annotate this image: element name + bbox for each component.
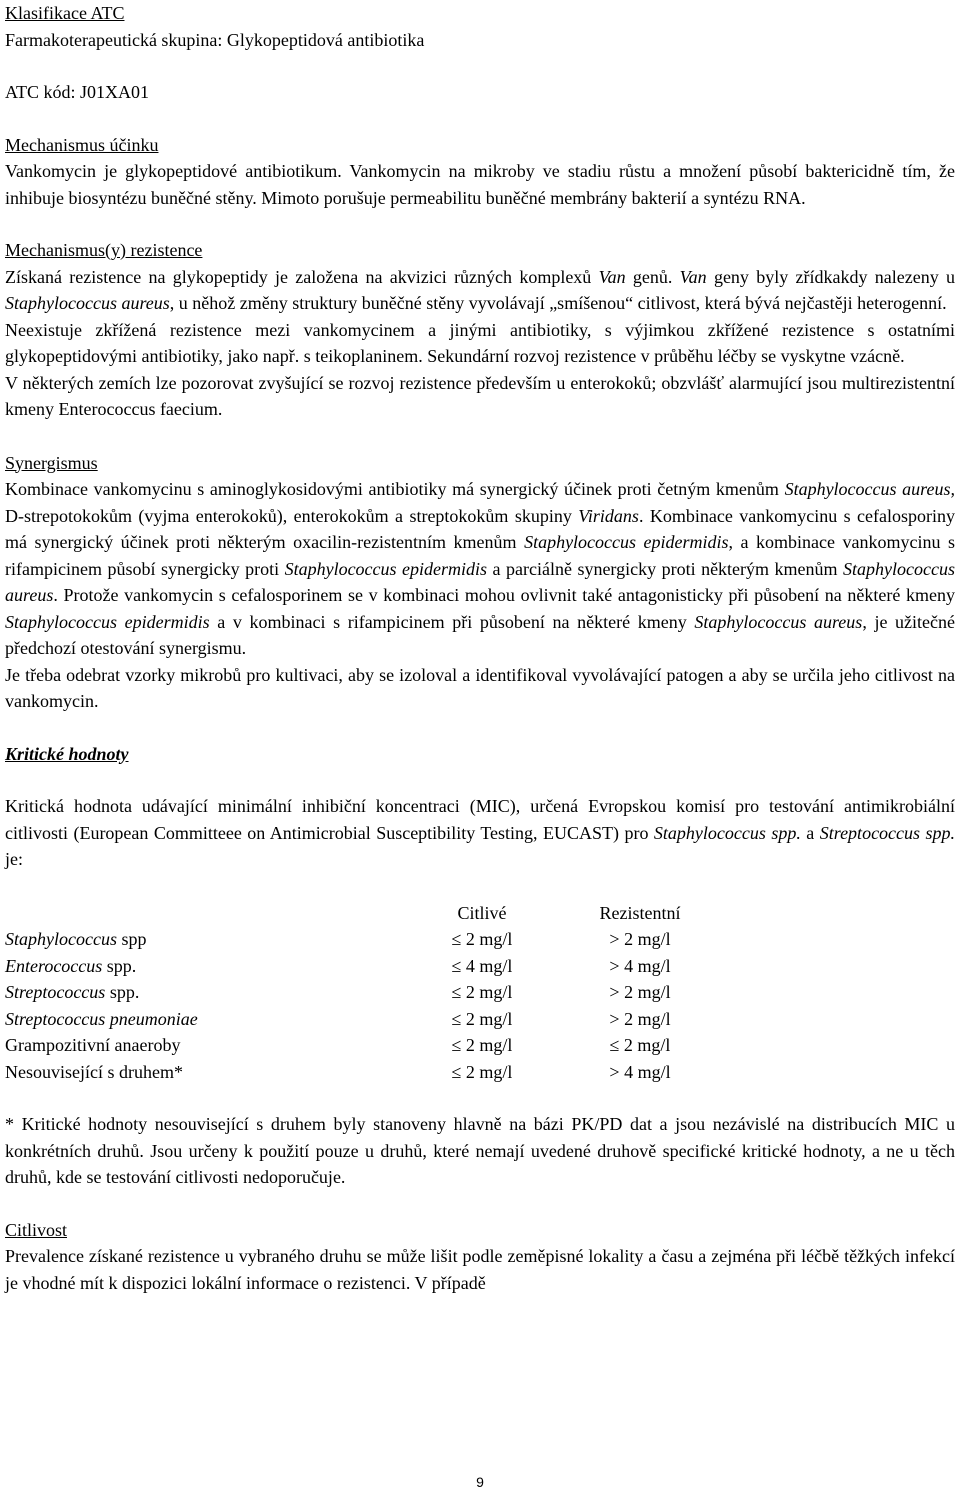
synergism-paragraph-1: Kombinace vankomycinu s aminoglykosidovými antibiotiky má synergický účinek proti četným kmenům Staphylococcus aureus, D-strepotokokům (vyjma enterokoků), enterokokům a streptokokům skupiny Viridans. Kombinace vankomycinu s cefalosporiny má synergický účinek proti některým oxacilin-rezistentním kmenům Staphylococcus epidermidis, a kombinace vankomycinu s rifampicinem působí synergicky proti Staphylococcus epidermidis a parciálně synergicky proti některým kmenům Staphylococcus aureus. Protože vankomycin s cefalosporinem se v kombinaci mohou ovlivnit také antagonisticky při působení na některé kmeny Staphylococcus epidermidis a v kombinaci s rifampicinem při působení na některé kmeny Staphylococcus aureus, je užitečné předchozí otestování synergismu. [5,479,956,658]
resistance-paragraph-1: Získaná rezistence na glykopeptidy je založena na akvizici různých komplexů Van genů. Van geny byly zřídkakdy nalezeny u Staphylococcus aureus, u něhož změny struktury buněčné stěny vyvolávají „smíšenou“ citlivost, která bývá nejčastěji heterogenní. [5,266,955,313]
breakpoints-intro: Kritická hodnota udávající minimální inhibiční koncentraci (MIC), určená Evropskou komisí pro testování antimikrobiální citlivosti (European Committeee on Antimicrobial Susceptibility Testing, EUCAST) pro Staphylococcus spp. a Streptococcus spp. je: [5,796,955,869]
table-row: Grampozitivní anaeroby ≤ 2 mg/l ≤ 2 mg/l [5,1035,671,1055]
synergism-heading: Synergismus [5,452,98,473]
atc-group: Farmakoterapeutická skupina: Glykopeptidová antibiotika [5,29,425,50]
resistance-paragraph-2: Neexistuje zkřížená rezistence mezi vankomycinem a jinými antibiotiky, s výjimkou zkřížené rezistence s ostatními glykopeptidovými antibiotiky, jako např. s teikoplaninem. Sekundární rozvoj rezistence v průběhu léčby se vyskytne vzácně. [5,319,955,366]
page-number: 9 [476,1474,484,1490]
synergism-paragraph-2: Je třeba odebrat vzorky mikrobů pro kultivaci, aby se izoloval a identifikoval vyvolávající patogen a aby se určila jeho citlivost na vankomycin. [5,664,955,711]
table-row: Nesouvisející s druhem* ≤ 2 mg/l > 4 mg/l [5,1061,671,1082]
atc-code: ATC kód: J01XA01 [5,82,150,102]
table-row: Streptococcus pneumoniae ≤ 2 mg/l > 2 mg/l [5,1008,671,1029]
susceptibility-heading: Citlivost [5,1219,68,1240]
table-header-row [5,900,719,927]
document-page [5,0,955,1296]
susceptibility-text: Prevalence získané rezistence u vybraného druhu se může lišit podle zeměpisné lokality a času a zejména při léčbě těžkých infekcí je vhodné mít k dispozici lokální informace o rezistenci. V případě [5,1246,955,1293]
col-susceptible: Citlivé [457,902,507,923]
breakpoints-heading: Kritické hodnoty [5,743,129,764]
atc-heading: Klasifikace ATC [5,3,125,23]
mechanism-heading: Mechanismus účinku [5,134,159,155]
col-resistant: Rezistentní [599,902,681,923]
table-row: Staphylococcus spp ≤ 2 mg/l > 2 mg/l [5,929,671,949]
resistance-paragraph-3: V některých zemích lze pozorovat zvyšující se rozvoj rezistence především u enterokoků; obzvlášť alarmující jsou multirezistentní kmeny Enterococcus faecium. [5,372,955,419]
breakpoints-footnote: * Kritické hodnoty nesouvisející s druhem byly stanoveny hlavně na bázi PK/PD dat a jsou nezávislé na distribucích MIC u konkrétních druhů. Jsou určeny k použití pouze u druhů, které nemají uvedené druhově specifické kritické hodnoty, a ne u těch druhů, kde se testování citlivosti nedoporučuje. [5,1114,955,1187]
table-row: Enterococcus spp. ≤ 4 mg/l > 4 mg/l [5,955,671,976]
table-row: Streptococcus spp. ≤ 2 mg/l > 2 mg/l [5,982,671,1002]
resistance-heading: Mechanismus(y) rezistence [5,240,203,260]
mechanism-text: Vankomycin je glykopeptidové antibiotikum. Vankomycin na mikroby ve stadiu růstu a množení působí baktericidně tím, že inhibuje biosyntézu buněčné stěny. Mimoto porušuje permeabilitu buněčné membrány bakterií a syntézu RNA. [5,161,955,208]
breakpoints-table [5,900,719,1086]
